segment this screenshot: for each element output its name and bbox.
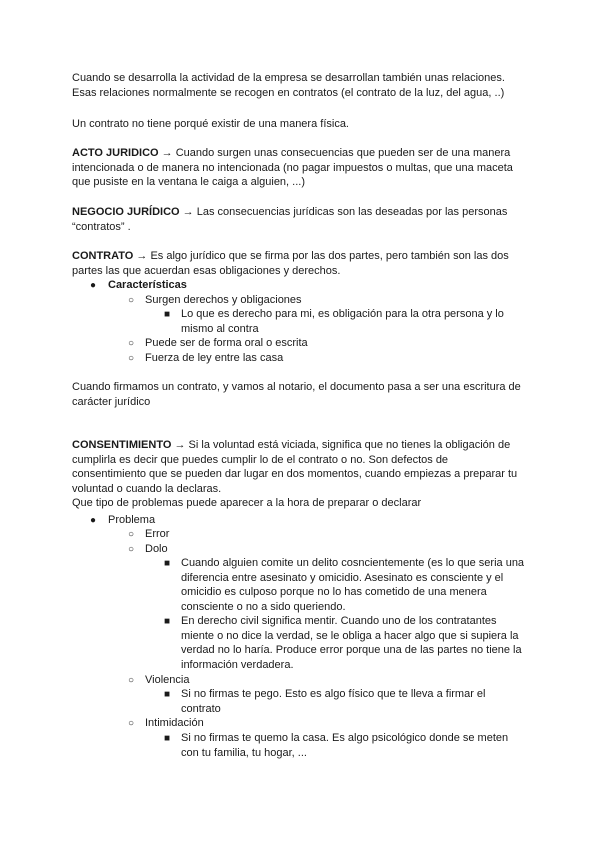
list-item-oral: Puede ser de forma oral o escrita [145,337,308,349]
arrow: → [171,439,189,451]
dolo-b-line-1: En derecho civil significa mentir. Cuando uno de los contratantes [181,615,497,627]
contrato-line-2: partes las que acuerdan esas obligaciones y derechos. [72,264,341,277]
acto-line-3: que pusiste en la ventana le caiga a alguien, ...) [72,176,305,189]
negocio-line-2: “contratos” . [72,220,131,233]
intimidacion-line-2: con tu familia, tu hogar, ... [181,746,307,759]
dolo-b-line-2: miente o no dice la verdad, se le obliga a hacer algo que si supiera la [181,629,519,642]
list-item-caracteristicas: Características [108,279,187,291]
list-item-dolo-delito [181,556,541,614]
list-item-lo-que [181,307,541,336]
violencia-line-2: contrato [181,702,221,715]
violencia-line-1: Si no firmas te pego. Esto es algo físico que te lleva a firmar el [181,688,486,700]
list-item-surgen: Surgen derechos y obligaciones [145,294,302,306]
acto-juridico-paragraph [72,146,532,190]
circle-bullet: ○ [128,338,135,349]
list-item-intimidacion-detalle [181,731,541,760]
square-bullet: ■ [164,558,171,569]
intro-paragraph [72,71,532,100]
list-item-violencia-detalle [181,687,541,716]
intimidacion-line-1: Si no firmas te quemo la casa. Es algo psicológico donde se meten [181,732,509,744]
contrato-term: CONTRATO [72,250,134,262]
list-item-intimidacion: Intimidación [145,717,204,729]
circle-bullet: ○ [128,295,135,306]
intro-line-1: Cuando se desarrolla la actividad de la empresa se desarrollan también unas relaciones. [72,72,505,84]
circle-bullet: ○ [128,529,135,540]
dolo-a-line-3: omicidio es culposo porque no lo has cometido de una menera [181,586,487,599]
dolo-b-line-4: información verdadera. [181,658,294,671]
contrato-line-1: Es algo jurídico que se firma por las dos partes, pero también son las dos [150,250,509,262]
negocio-line-1: Las consecuencias jurídicas son las deseadas por las personas [196,206,508,218]
intro-line-2: Esas relaciones normalmente se recogen en contratos (el contrato de la luz, del agua, ..) [72,86,505,99]
lo-que-line-1: Lo que es derecho para mi, es obligación para la otra persona y lo [181,308,504,320]
square-bullet: ■ [164,733,171,744]
list-item-dolo: Dolo [145,543,168,555]
lo-que-line-2: mismo al contra [181,322,259,335]
list-item-problema: Problema [108,514,156,526]
list-item-error: Error [145,528,170,540]
square-bullet: ■ [164,616,171,627]
list-item-violencia: Violencia [145,674,190,686]
circle-bullet: ○ [128,544,135,555]
square-bullet: ■ [164,689,171,700]
arrow: → [158,147,176,159]
no-fisico-paragraph: Un contrato no tiene porqué existir de una manera física. [72,118,349,130]
notario-line-2: carácter jurídico [72,395,151,408]
consentimiento-line-1: Si la voluntad está viciada, significa que no tienes la obligación de [188,439,511,451]
circle-bullet: ○ [128,675,135,686]
dolo-a-line-4: consciente o no a sido queriendo. [181,600,346,613]
circle-bullet: ○ [128,353,135,364]
dolo-a-line-2: diferencia entre asesinato y omicidio. Asesinato es consciente y el [181,571,504,584]
consentimiento-line-5: Que tipo de problemas puede aparecer a la hora de preparar o declarar [72,497,422,510]
dolo-b-line-3: verdad no lo haría. Produce error porque una de las partes no tiene la [181,644,522,657]
dolo-a-line-1: Cuando alguien comite un delito cosncientemente (es lo que seria una [181,557,525,569]
disc-bullet: ● [90,280,97,291]
contrato-paragraph [72,249,532,278]
consentimiento-paragraph [72,438,532,511]
disc-bullet: ● [90,515,97,526]
arrow: → [179,206,197,218]
notario-paragraph [72,380,532,409]
consentimiento-term: CONSENTIMIENTO [72,439,172,451]
circle-bullet: ○ [128,718,135,729]
list-item-dolo-civil [181,614,541,672]
notario-line-1: Cuando firmamos un contrato, y vamos al notario, el documento pasa a ser una escritura de [72,381,521,393]
negocio-juridico-term: NEGOCIO JURÍDICO [72,206,180,218]
list-item-fuerza: Fuerza de ley entre las casa [145,352,284,364]
consentimiento-line-4: voluntad o cuando la declaras. [72,482,222,495]
acto-line-1: Cuando surgen unas consecuencias que pueden ser de una manera [175,147,511,159]
consentimiento-line-3: consentimiento que se pueden dar lugar en dos momentos, cuando empiezas a preparar tu [72,468,518,481]
consentimiento-line-2: cumplirla es decir que puedes cumplir lo de el contrato o no. Son defectos de [72,453,449,466]
square-bullet: ■ [164,309,171,320]
negocio-juridico-paragraph [72,205,532,234]
acto-line-2: intencionada o de manera no intencionada (no pagar impuestos o multas, que una maceta [72,161,513,174]
acto-juridico-term: ACTO JURIDICO [72,147,159,159]
arrow: → [133,250,151,262]
